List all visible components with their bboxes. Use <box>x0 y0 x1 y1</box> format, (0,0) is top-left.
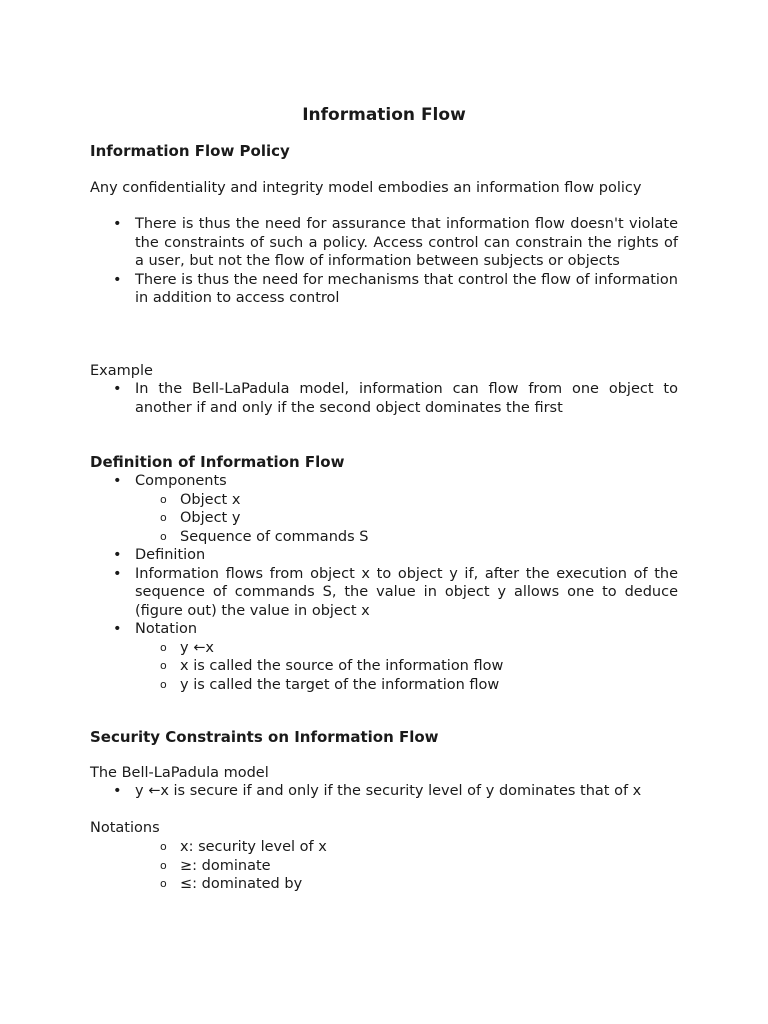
sublist-item: o x: security level of x <box>135 838 678 857</box>
section-heading-definition: Definition of Information Flow <box>90 453 345 471</box>
components-label: Components <box>135 473 227 489</box>
policy-bullet-list <box>90 215 678 308</box>
notations-label: Notations <box>90 820 160 836</box>
definition-bullet-list <box>90 472 678 694</box>
list-item: • In the Bell-LaPadula model, information can flow from one object to another if and only if the second object dominates the first <box>90 380 678 417</box>
sublist-item: o Sequence of commands S <box>135 528 678 547</box>
sublist-item: o Object x <box>135 491 678 510</box>
list-item <box>90 472 678 546</box>
list-item: • There is thus the need for assurance that information flow doesn't violate the constraints of such a policy. Access control can constrain the rights of a user, but not the flow of information between subjects or objects <box>90 215 678 271</box>
list-item: • y ←x is secure if and only if the security level of y dominates that of x <box>90 782 678 801</box>
sublist-item: o y ←x <box>135 639 678 658</box>
page-title: Information Flow <box>302 105 466 125</box>
section-heading-security: Security Constraints on Information Flow <box>90 728 439 746</box>
list-item: • Definition <box>90 546 678 565</box>
list-item <box>90 620 678 694</box>
sublist-item: o y is called the target of the information flow <box>135 676 678 695</box>
list-item: • Information flows from object x to object y if, after the execution of the sequence of commands S, the value in object y allows one to deduce (figure out) the value in object x <box>90 565 678 621</box>
notation-sublist <box>135 639 678 695</box>
sublist-item: o ≥: dominate <box>135 857 678 876</box>
example-bullet-list <box>90 380 678 417</box>
policy-intro: Any confidentiality and integrity model embodies an information flow policy <box>90 180 642 196</box>
example-label: Example <box>90 363 153 379</box>
section-heading-policy: Information Flow Policy <box>90 142 290 160</box>
sublist-item: o x is called the source of the information flow <box>135 657 678 676</box>
security-bullet-list <box>90 782 678 801</box>
notations-sublist <box>135 838 678 894</box>
components-sublist <box>135 491 678 547</box>
sublist-item: o ≤: dominated by <box>135 875 678 894</box>
list-item: • There is thus the need for mechanisms that control the flow of information in addition to access control <box>90 271 678 308</box>
model-label: The Bell-LaPadula model <box>90 765 269 781</box>
notation-label: Notation <box>135 621 198 637</box>
sublist-item: o Object y <box>135 509 678 528</box>
